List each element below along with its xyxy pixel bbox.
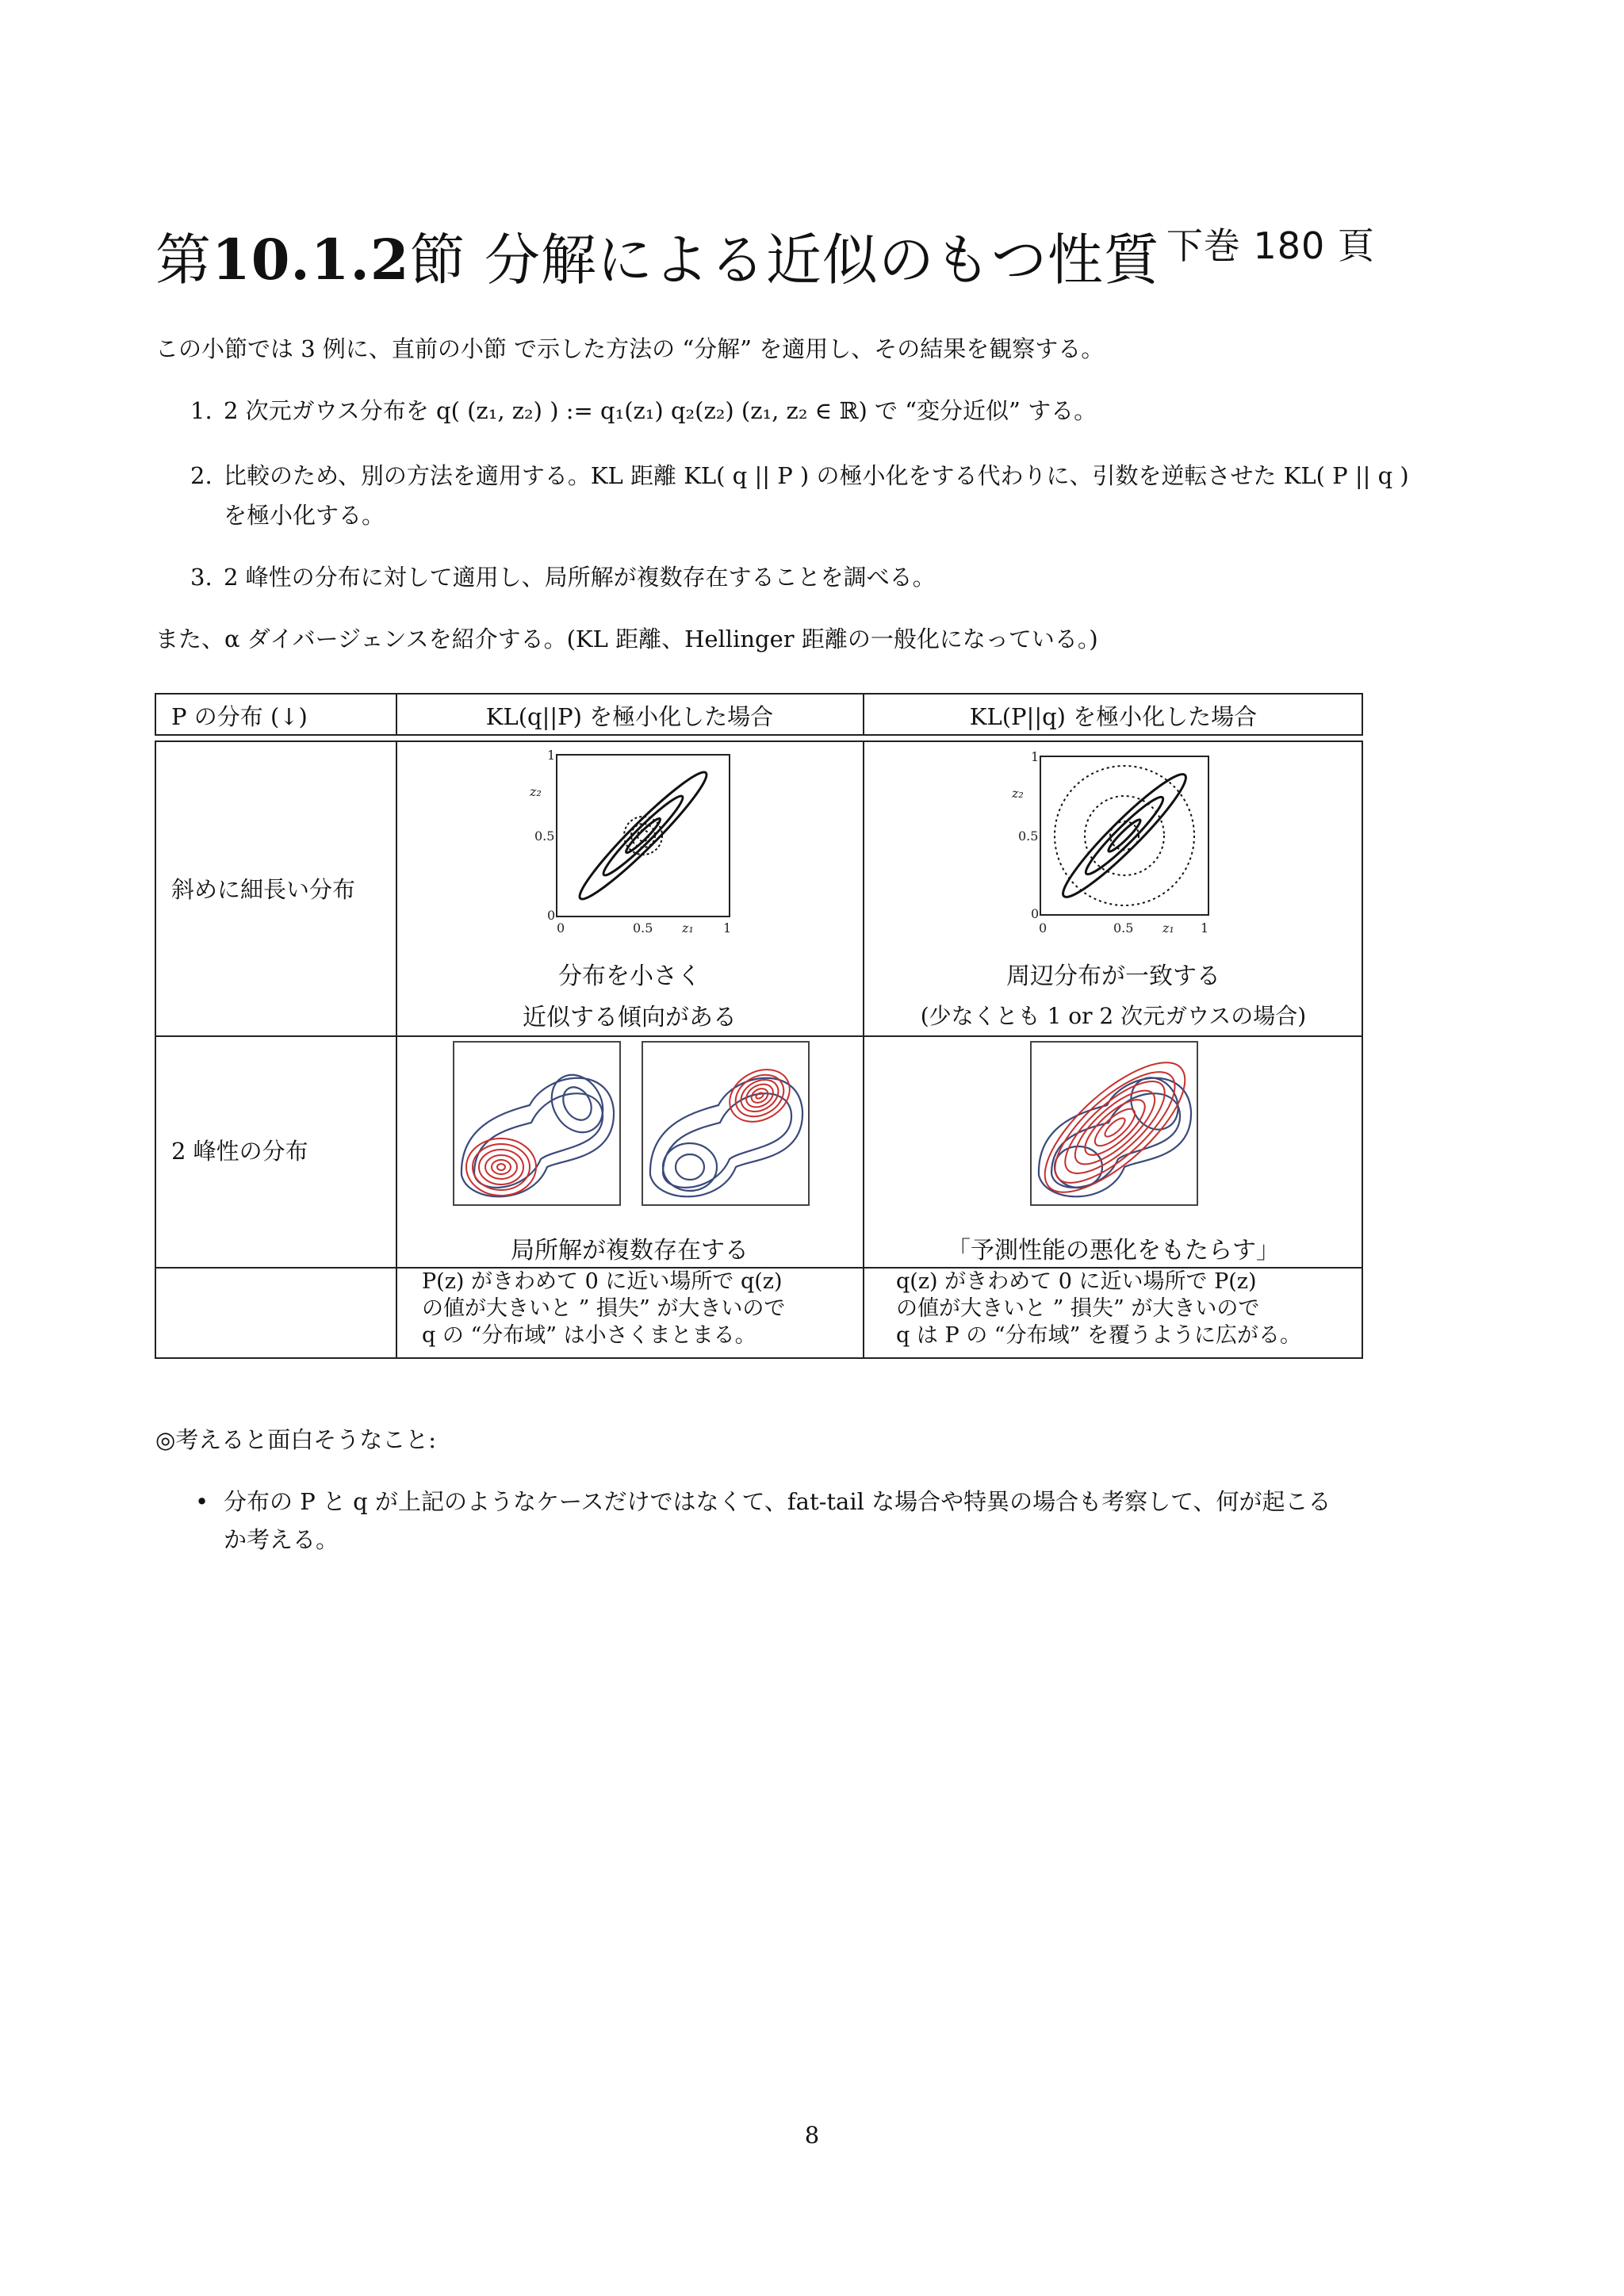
- row1-caption-right-1: 周辺分布が一致する: [1006, 962, 1220, 990]
- consider-heading: ◎考えると面白そうなこと:: [155, 1426, 437, 1453]
- plot2-ytick-05: 0.5: [1018, 828, 1039, 844]
- plot-bimodal-local-1: [452, 1040, 623, 1208]
- bullet-line-1: 分布の P と q が上記のようなケースだけではなくて、fat-tail な場合や特異の場合も考察して、何が起こる: [224, 1488, 1331, 1515]
- plot2-ytick-1: 1: [1031, 749, 1040, 764]
- plot-kl-pq-elongated: [1001, 745, 1215, 936]
- plot-kl-qp-elongated: [523, 745, 737, 936]
- bullet-icon: •: [195, 1488, 209, 1515]
- bullet-line-2: か考える。: [224, 1526, 339, 1553]
- plot2-xtick-1: 1: [1201, 920, 1209, 936]
- plot2-ytick-0: 0: [1031, 906, 1040, 921]
- plot1-ytick-05: 0.5: [534, 828, 555, 844]
- header-col-2: KL(q||P) を極小化した場合: [485, 703, 774, 730]
- plot1-xlabel: z₁: [682, 920, 694, 936]
- plot1-xtick-05: 0.5: [633, 920, 653, 936]
- row1-label: 斜めに細長い分布: [171, 876, 356, 903]
- plot-bimodal-kl-pq: [1029, 1040, 1201, 1208]
- plot1-xtick-1: 1: [723, 920, 732, 936]
- row1-caption-right-2: (少なくとも 1 or 2 次元ガウスの場合): [920, 1003, 1307, 1029]
- header-col-1: P の分布 (↓): [171, 703, 308, 730]
- plot2-xlabel: z₁: [1162, 920, 1174, 936]
- title-text: 節 分解による近似のもつ性質: [409, 228, 1160, 293]
- title-number: 10.1.2: [212, 227, 410, 293]
- list-item-1: 2 次元ガウス分布を q( (z₁, z₂) ) := q₁(z₁) q₂(z₂) (z₁, z₂ ∈ ℝ) で “変分近似” する。: [224, 397, 1097, 424]
- intro-paragraph: この小節では 3 例に、直前の小節 で示した方法の “分解” を適用し、その結果を観察する。: [155, 335, 1105, 362]
- alpha-note: また、α ダイバージェンスを紹介する。(KL 距離、Hellinger 距離の一般化になっている。): [155, 626, 1098, 652]
- list-item-2-num: 2.: [190, 462, 213, 489]
- plot1-ytick-0: 0: [547, 908, 556, 923]
- list-item-1-num: 1.: [190, 397, 213, 424]
- title-prefix: 第: [155, 228, 212, 293]
- row3-right-line-3: q は P の “分布域” を覆うように広がる。: [896, 1323, 1301, 1348]
- row3-left-line-3: q の “分布域” は小さくまとまる。: [422, 1323, 756, 1348]
- plot1-xtick-0: 0: [557, 920, 565, 936]
- page-number: 8: [804, 2122, 820, 2149]
- row2-label: 2 峰性の分布: [171, 1138, 308, 1165]
- row2-caption-left: 局所解が複数存在する: [511, 1237, 749, 1265]
- row3-left-line-1: P(z) がきわめて 0 に近い場所で q(z): [422, 1269, 783, 1294]
- row1-caption-left-2: 近似する傾向がある: [523, 1004, 737, 1031]
- list-item-3: 2 峰性の分布に対して適用し、局所解が複数存在することを調べる。: [224, 564, 936, 591]
- list-item-2: 比較のため、別の方法を適用する。KL 距離 KL( q || P ) の極小化をする代わりに、引数を逆転させた KL( P || q ): [224, 462, 1409, 489]
- plot2-xtick-0: 0: [1039, 920, 1048, 936]
- row3-left-line-2: の値が大きいと ” 損失” が大きいので: [422, 1296, 786, 1321]
- plot1-ylabel: z₂: [530, 784, 542, 799]
- plot2-ylabel: z₂: [1012, 786, 1024, 801]
- title-page-ref: 下巻 180 頁: [1166, 224, 1375, 267]
- plot-bimodal-local-2: [641, 1040, 812, 1208]
- list-item-3-num: 3.: [190, 564, 213, 591]
- row1-caption-left-1: 分布を小さく: [558, 962, 701, 990]
- plot1-ytick-1: 1: [547, 748, 556, 763]
- row2-caption-right: 「予測性能の悪化をもたらす」: [947, 1237, 1280, 1265]
- plot2-xtick-05: 0.5: [1113, 920, 1134, 936]
- list-item-2-cont: を極小化する。: [224, 502, 385, 529]
- row3-right-line-1: q(z) がきわめて 0 に近い場所で P(z): [896, 1269, 1257, 1294]
- section-title: [155, 216, 1375, 296]
- header-col-3: KL(P||q) を極小化した場合: [969, 703, 1258, 730]
- row3-right-line-2: の値が大きいと ” 損失” が大きいので: [896, 1296, 1260, 1321]
